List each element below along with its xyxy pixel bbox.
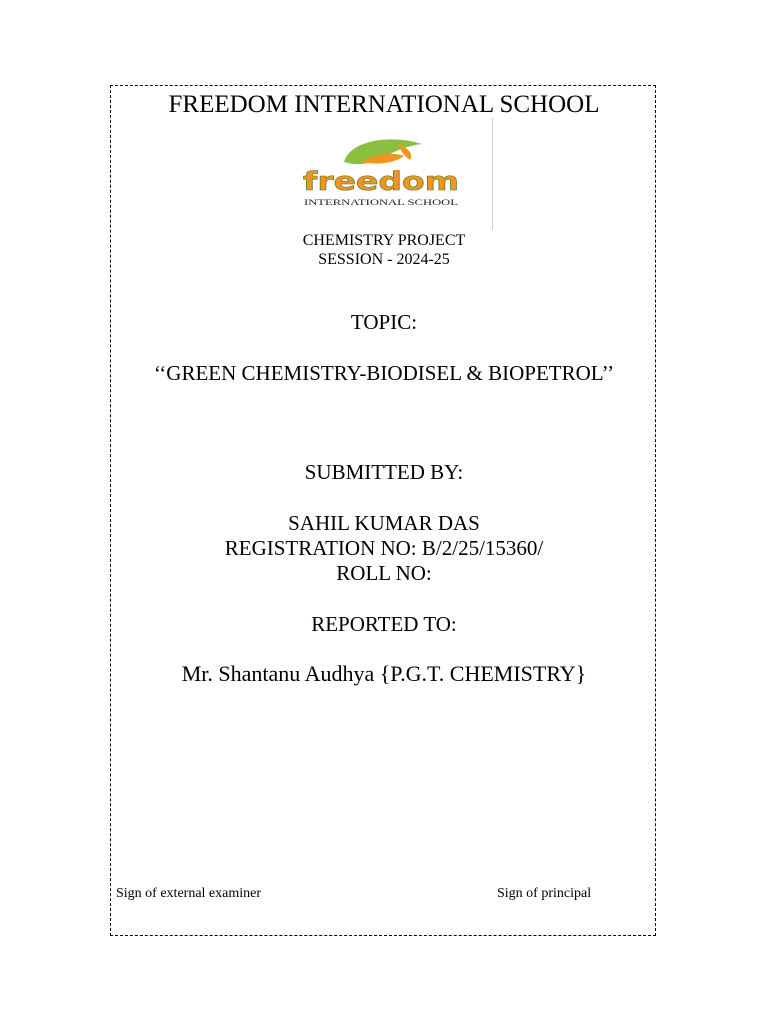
roll-number: ROLL NO:	[336, 561, 432, 585]
student-name: SAHIL KUMAR DAS	[288, 511, 480, 535]
topic-title: ‘‘GREEN CHEMISTRY-BIODISEL & BIOPETROL’’	[153, 361, 615, 385]
reported-to-label: REPORTED TO:	[311, 612, 457, 636]
registration-number: REGISTRATION NO: B/2/25/15360/	[224, 536, 544, 560]
school-name: FREEDOM INTERNATIONAL SCHOOL	[168, 91, 600, 118]
project-title: CHEMISTRY PROJECT	[302, 232, 466, 249]
principal-signature-label: Sign of principal	[497, 886, 592, 901]
submitted-by-label: SUBMITTED BY:	[304, 460, 464, 484]
external-examiner-signature-label: Sign of external examiner	[116, 886, 262, 901]
session-label: SESSION - 2024-25	[318, 251, 450, 268]
logo-divider	[492, 118, 493, 230]
logo-subtitle: INTERNATIONAL SCHOOL	[304, 197, 458, 207]
teacher-name: Mr. Shantanu Audhya {P.G.T. CHEMISTRY}	[181, 661, 587, 686]
logo-wordmark: freedom	[303, 167, 459, 197]
topic-label: TOPIC:	[350, 310, 418, 334]
leaf-emblem-icon	[344, 139, 422, 164]
school-logo	[300, 132, 462, 210]
